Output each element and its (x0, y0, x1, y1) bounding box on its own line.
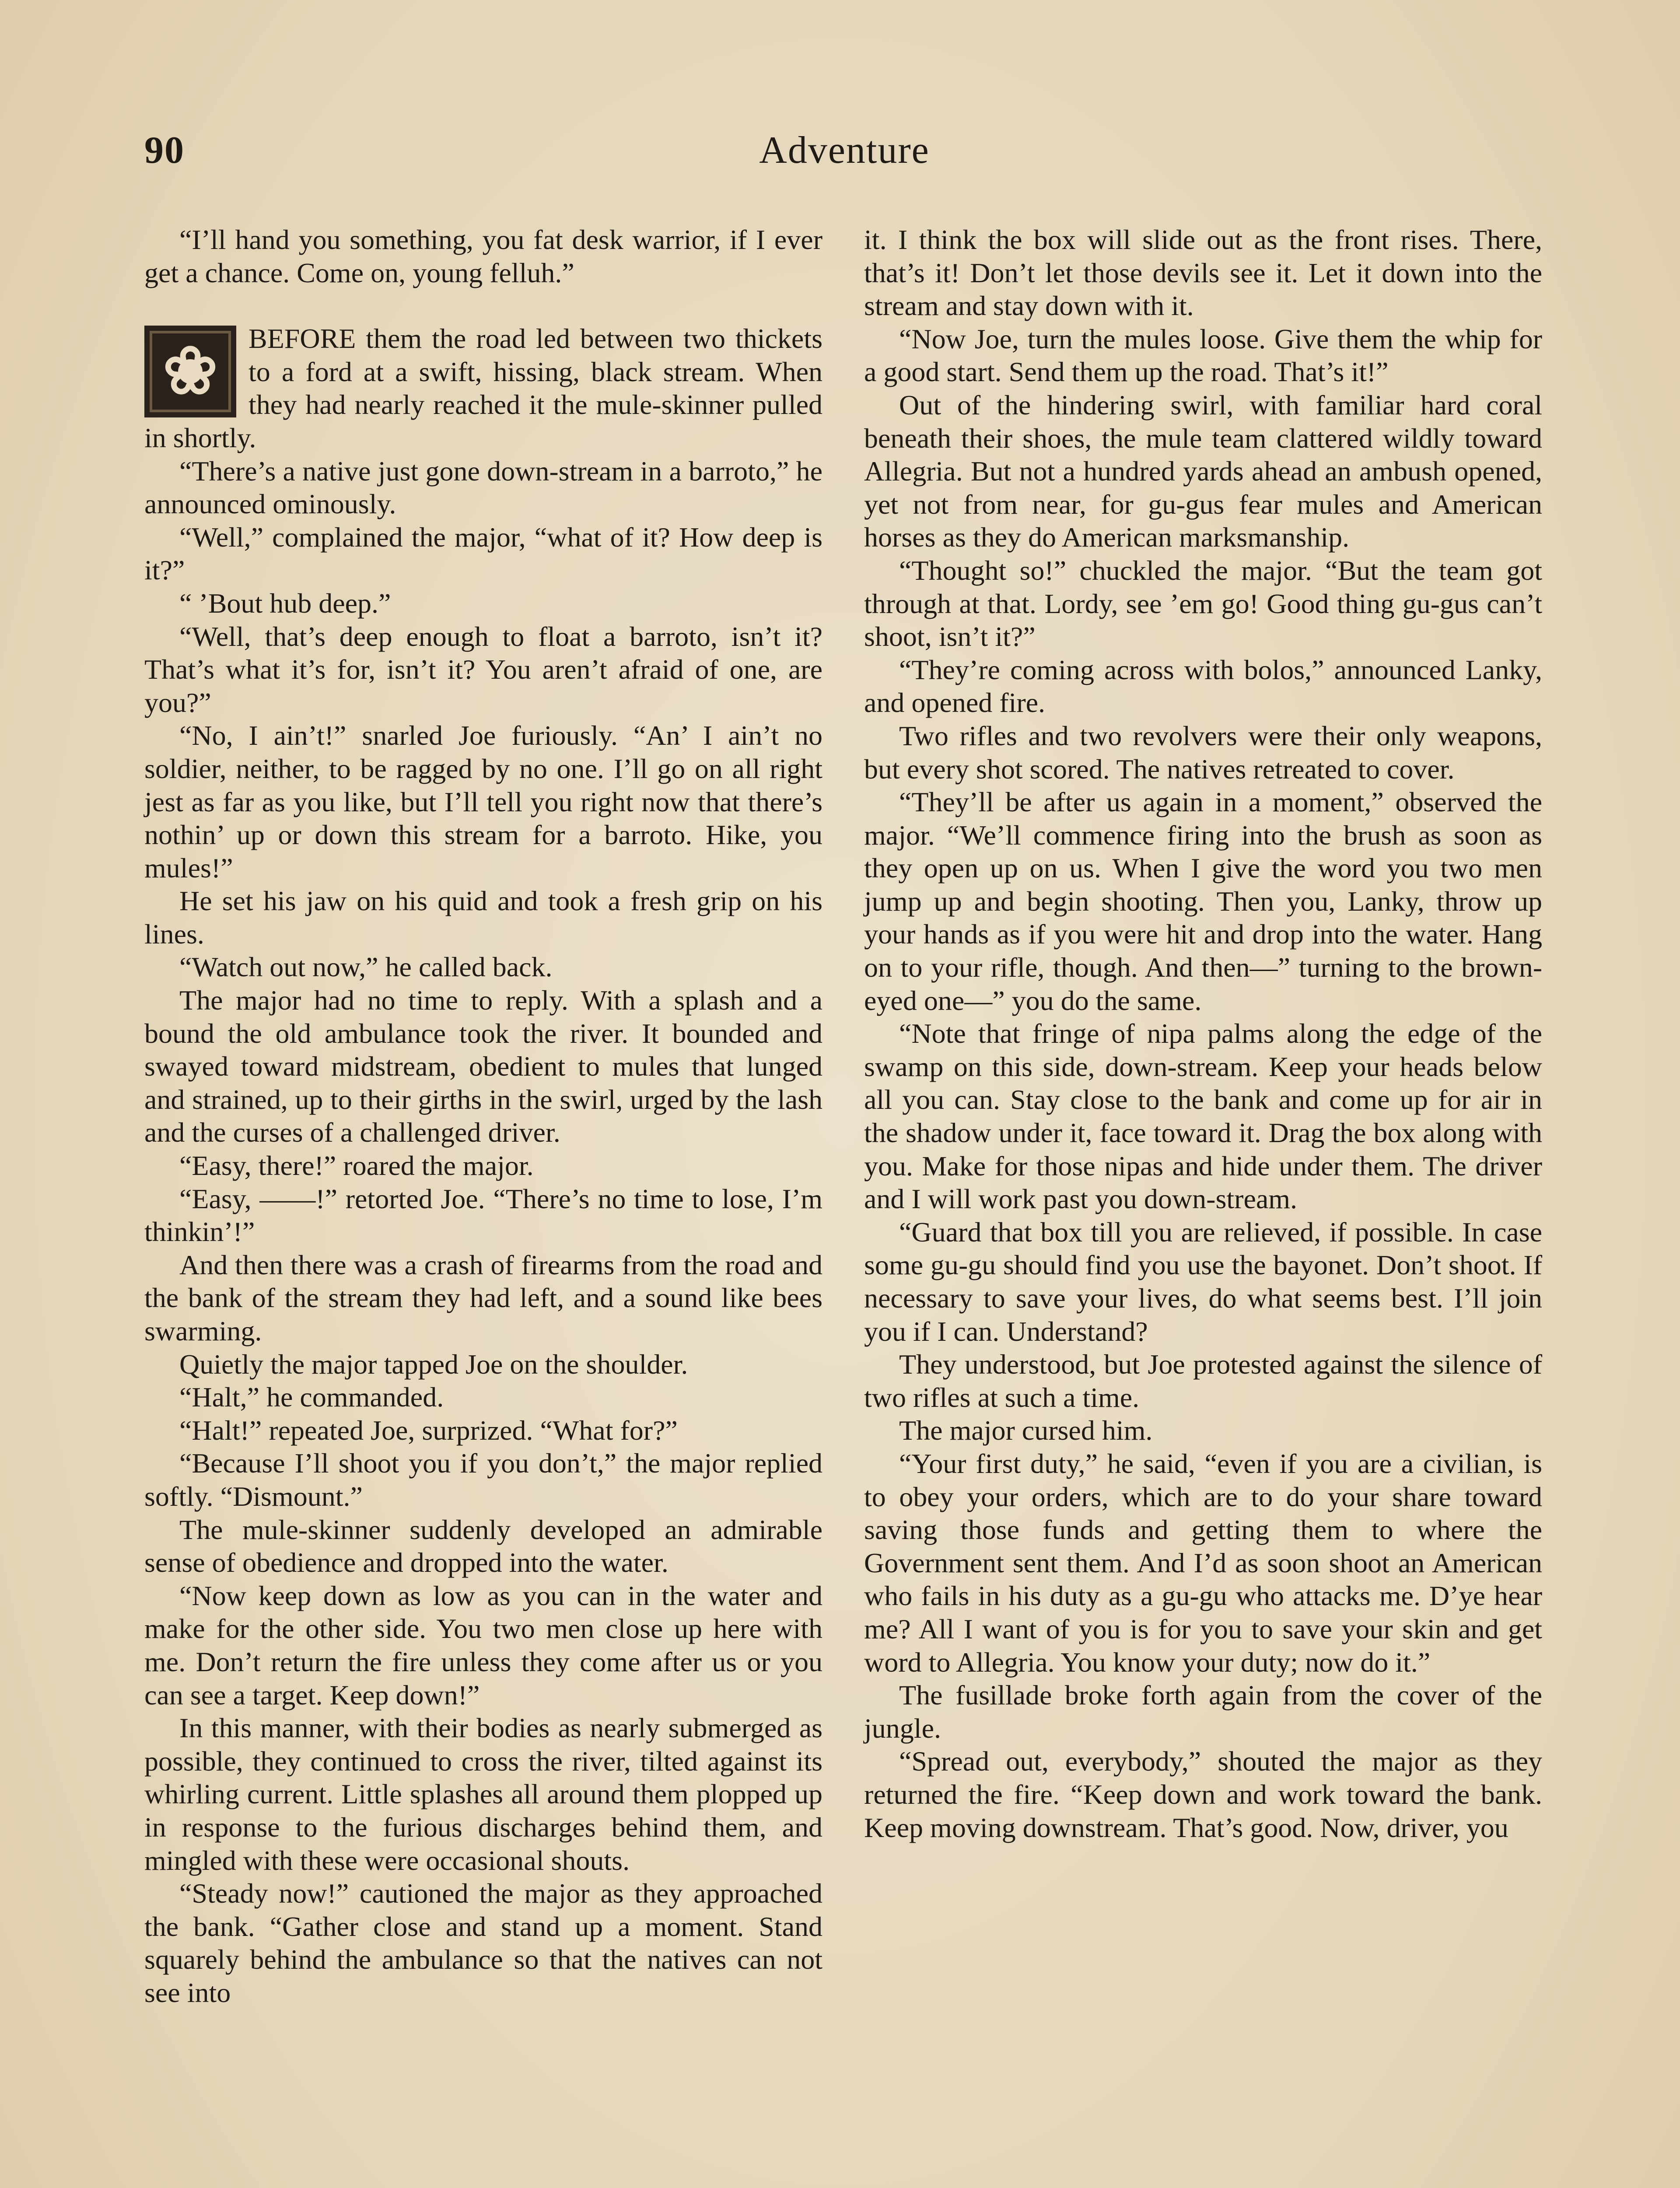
paragraph: “ ’Bout hub deep.” (179, 587, 391, 619)
paragraph: “They’ll be after us again in a moment,” observed the major. “We’ll commence firing into the brush as soon as they open up on us. When I give the word you two men jump up and begin shooting. Then you, Lanky, throw up your hands as if you were hit and drop into the water. Hang on to your rifle, though. And then—” turning to the brown-eyed one—” you do the same. (864, 786, 1542, 1016)
paragraph: “Thought so!” chuckled the major. “But the team got through at that. Lordy, see ’em go! Good thing gu-gus can’t shoot, isn’t it?” (864, 554, 1542, 652)
paragraph-with-dropcap (144, 322, 822, 454)
paragraph: “I’ll hand you something, you fat desk warrior, if I ever get a chance. Come on, young felluh.” (144, 224, 822, 288)
paragraph: “Steady now!” cautioned the major as they approached the bank. “Gather close and stand up a moment. Stand squarely behind the ambulance so that the natives can not see into (144, 1878, 822, 2008)
page-number: 90 (144, 129, 185, 172)
paragraph: “Your first duty,” he said, “even if you are a civilian, is to obey your orders, which are to do your share toward saving those funds and getting them to where the Government sent them. And I’d as soon shoot an American who fails in his duty as a gu-gu who attacks me. D’ye hear me? All I want of you is for you to save your skin and get word to Allegria. You know your duty; now do it.” (864, 1448, 1542, 1678)
paragraph-text: BEFORE them the road led between two thickets to a ford at a swift, hissing, black stream. When they had nearly reached it the mule-skinner pulled in shortly. (144, 323, 822, 453)
paragraph: “Note that fringe of nipa palms along the edge of the swamp on this side, down-stream. Keep your heads below all you can. Stay close to the bank and come up for air in the shadow under it, face toward it. Drag the box along with you. Make for those nipas and hide under them. The driver and I will work past you down-stream. (864, 1018, 1542, 1215)
paragraph: “Halt,” he commanded. (179, 1382, 444, 1413)
paragraph: The major had no time to reply. With a splash and a bound the old ambulance took the river. It bounded and swayed toward midstream, obedient to mules that lunged and strained, up to their girths in the swirl, urged by the lash and the curses of a challenged driver. (144, 985, 822, 1148)
paragraph: “Watch out now,” he called back. (179, 951, 553, 983)
paragraph: And then there was a crash of firearms from the road and the bank of the stream they had left, and a sound like bees swarming. (144, 1249, 822, 1346)
paragraph: “Well, that’s deep enough to float a barroto, isn’t it? That’s what it’s for, isn’t it? You aren’t afraid of one, are you?” (144, 621, 822, 718)
paragraph: They understood, but Joe protested against the silence of two rifles at such a time. (864, 1349, 1542, 1413)
paragraph: “Easy, ——!” retorted Joe. “There’s no time to lose, I’m thinkin’!” (144, 1183, 822, 1248)
paragraph: The fusillade broke forth again from the cover of the jungle. (864, 1680, 1542, 1744)
paragraph: “Because I’ll shoot you if you don’t,” the major replied softly. “Dismount.” (144, 1448, 822, 1512)
running-title: Adventure (759, 129, 930, 172)
paragraph: “Now Joe, turn the mules loose. Give them the whip for a good start. Send them up the road. That’s it!” (864, 323, 1542, 388)
paragraph: “Halt!” repeated Joe, surprized. “What for?” (179, 1414, 678, 1446)
paragraph: Two rifles and two revolvers were their only weapons, but every shot scored. The natives retreated to cover. (864, 720, 1542, 785)
paragraph: “There’s a native just gone down-stream in a barroto,” he announced ominously. (144, 455, 822, 520)
paragraph: “Guard that box till you are relieved, if possible. In case some gu-gu should find you use the bayonet. Don’t shoot. If necessary to save your lives, do what seems best. I’ll join you if I can. Understand? (864, 1216, 1542, 1347)
paragraph: The major cursed him. (899, 1415, 1153, 1446)
paragraph: “Well,” complained the major, “what of it? How deep is it?” (144, 521, 822, 586)
paragraph: He set his jaw on his quid and took a fresh grip on his lines. (144, 885, 822, 950)
paragraph: it. I think the box will slide out as the front rises. There, that’s it! Don’t let those devils see it. Let it down into the stream and stay down with it. (864, 224, 1542, 322)
paragraph: “No, I ain’t!” snarled Joe furiously. “An’ I ain’t no soldier, neither, to be ragged by no one. I’ll go on all right jest as far as you like, but I’ll tell you right now that there’s nothin’ up or down this stream for a barroto. Hike, you mules!” (144, 720, 822, 884)
paragraph: “Easy, there!” roared the major. (179, 1150, 534, 1182)
paragraph: The mule-skinner suddenly developed an admirable sense of obedience and dropped into the water. (144, 1514, 822, 1578)
paragraph: Quietly the major tapped Joe on the shoulder. (179, 1348, 688, 1380)
left-column (144, 223, 822, 2009)
paragraph: “Now keep down as low as you can in the water and make for the other side. You two men close up here with me. Don’t return the fire unless they come after us or you can see a target. Keep down!” (144, 1580, 822, 1711)
paragraph: In this manner, with their bodies as nearly submerged as possible, they continued to cross the river, tilted against its whirling current. Little splashes all around them plopped up in response to the furious discharges behind them, and mingled with these were occasional shouts. (144, 1712, 822, 1876)
paragraph: “Spread out, everybody,” shouted the major as they returned the fire. “Keep down and work toward the bank. Keep moving downstream. That’s good. Now, driver, you (864, 1746, 1542, 1843)
paragraph: “They’re coming across with bolos,” announced Lanky, and opened fire. (864, 654, 1542, 719)
right-column (864, 223, 1542, 1844)
paragraph: Out of the hindering swirl, with familiar hard coral beneath their shoes, the mule team clattered wildly toward Allegria. But not a hundred yards ahead an ambush opened, yet not from near, for gu-gus fear mules and American horses as they do American marksmanship. (864, 389, 1542, 553)
ornamental-initial-icon: ❀ (144, 326, 236, 417)
